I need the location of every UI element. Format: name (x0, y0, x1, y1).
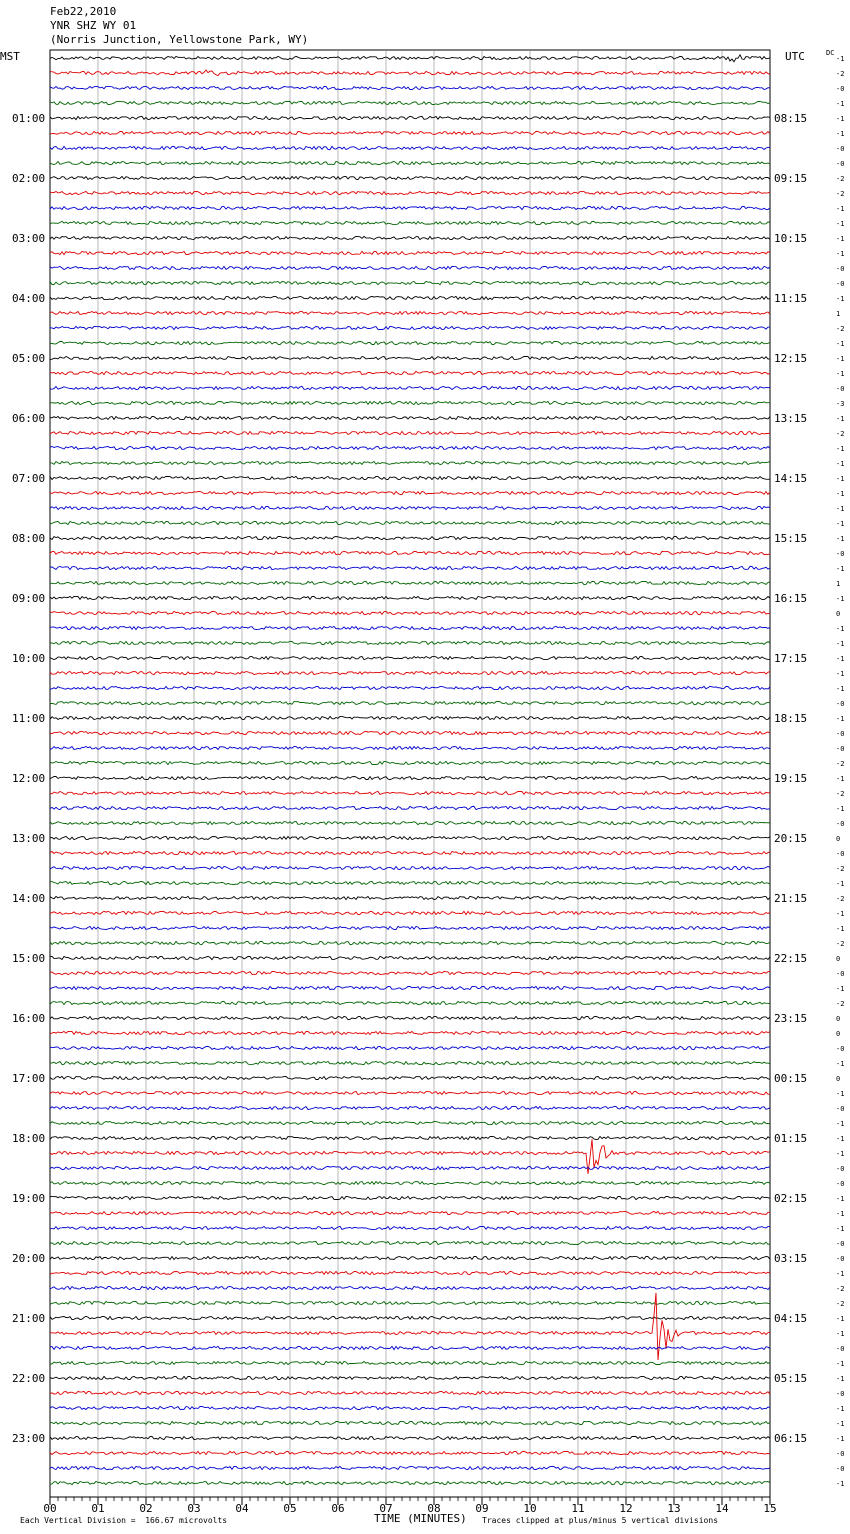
dc-offset-label: -1 (836, 655, 845, 663)
dc-offset-label: -1 (836, 1135, 845, 1143)
dc-offset-label: -2 (836, 1285, 845, 1293)
utc-hour-label: 01:15 (774, 1132, 808, 1145)
seismic-trace (50, 281, 770, 284)
dc-offset-label: -0 (836, 730, 845, 738)
dc-offset-label: 0 (836, 835, 841, 843)
dc-offset-label: -1 (836, 100, 845, 108)
footer-scale-note: Each Vertical Division = 166.67 microvolts (20, 1516, 228, 1525)
seismic-trace (50, 86, 770, 89)
utc-hour-label: 03:15 (774, 1252, 808, 1265)
utc-hour-label: 05:15 (774, 1372, 808, 1385)
dc-offset-label: -0 (836, 1255, 845, 1263)
mst-hour-label: 15:00 (12, 952, 46, 965)
dc-offset-label: -1 (836, 55, 845, 63)
dc-offset-label: -2 (836, 940, 845, 948)
utc-hour-label: 08:15 (774, 112, 808, 125)
dc-offset-label: -1 (836, 1270, 845, 1278)
seismic-trace (50, 1436, 770, 1439)
utc-hour-label: 02:15 (774, 1192, 808, 1205)
dc-offset-label: -1 (836, 415, 845, 423)
x-tick-label: 05 (283, 1502, 297, 1515)
mst-hour-label: 09:00 (12, 592, 46, 605)
seismic-trace (50, 1301, 770, 1304)
dc-offset-label: -1 (836, 805, 845, 813)
dc-offset-label: 1 (836, 580, 841, 588)
utc-hour-label: 10:15 (774, 232, 808, 245)
seismic-trace (50, 1361, 770, 1364)
mst-hour-label: 10:00 (12, 652, 46, 665)
dc-offset-label: -1 (836, 565, 845, 573)
seismic-trace (50, 1211, 770, 1214)
seismic-trace (50, 641, 770, 644)
seismic-trace (50, 566, 770, 569)
dc-offset-label: -0 (836, 145, 845, 153)
dc-offset-label: -0 (836, 550, 845, 558)
seismic-trace (50, 701, 770, 704)
dc-offset-label: -0 (836, 385, 845, 393)
mst-hour-label: 19:00 (12, 1192, 46, 1205)
mst-hour-label: 11:00 (12, 712, 46, 725)
seismic-trace (50, 311, 770, 314)
seismic-trace (50, 581, 770, 584)
seismic-trace (50, 206, 770, 209)
utc-hour-label: 15:15 (774, 532, 808, 545)
seismic-trace (50, 806, 770, 809)
seismic-trace (50, 416, 770, 419)
dc-offset-label: -0 (836, 700, 845, 708)
mst-hour-label: 06:00 (12, 412, 46, 425)
seismic-trace (50, 491, 770, 494)
dc-offset-label: 0 (836, 1015, 841, 1023)
x-tick-label: 15 (763, 1502, 777, 1515)
seismic-trace (50, 851, 770, 854)
seismic-trace (50, 986, 770, 989)
seismic-trace (50, 1481, 770, 1484)
dc-offset-label: -2 (836, 1000, 845, 1008)
x-tick-label: 12 (619, 1502, 633, 1515)
dc-offset-label: -1 (836, 925, 845, 933)
dc-offset-label: -0 (836, 1240, 845, 1248)
dc-offset-label: -2 (836, 190, 845, 198)
seismic-trace (50, 686, 770, 689)
record-date: Feb22,2010 (50, 5, 117, 18)
seismic-trace (50, 1046, 770, 1049)
dc-offset-label: -1 (836, 625, 845, 633)
seismic-trace (50, 266, 770, 269)
seismic-trace (50, 326, 770, 329)
seismic-trace (50, 536, 770, 539)
seismic-trace (50, 1016, 770, 1019)
seismic-trace (50, 1031, 770, 1034)
utc-hour-label: 06:15 (774, 1432, 808, 1445)
mst-hour-label: 13:00 (12, 832, 46, 845)
x-tick-label: 10 (523, 1502, 537, 1515)
mst-hour-label: 08:00 (12, 532, 46, 545)
seismic-trace (50, 386, 770, 389)
dc-offset-label: -1 (836, 1060, 845, 1068)
dc-offset-label: -1 (836, 475, 845, 483)
dc-offset-label: -0 (836, 85, 845, 93)
mst-hour-label: 18:00 (12, 1132, 46, 1145)
x-tick-label: 08 (427, 1502, 441, 1515)
dc-offset-label: -0 (836, 820, 845, 828)
dc-offset-label: 1 (836, 310, 841, 318)
dc-offset-label: -0 (836, 745, 845, 753)
dc-offset-label: -0 (836, 1390, 845, 1398)
seismic-trace (50, 596, 770, 599)
dc-offset-label: -0 (836, 1105, 845, 1113)
utc-hour-label: 14:15 (774, 472, 808, 485)
seismic-trace (50, 161, 770, 164)
dc-offset-label: -1 (836, 1330, 845, 1338)
dc-offset-label: -0 (836, 1450, 845, 1458)
mst-hour-label: 16:00 (12, 1012, 46, 1025)
dc-offset-label: -1 (836, 490, 845, 498)
x-tick-label: 01 (91, 1502, 105, 1515)
mst-hour-label: 23:00 (12, 1432, 46, 1445)
dc-offset-label: -0 (836, 1045, 845, 1053)
seismic-trace (50, 70, 770, 76)
mst-hour-label: 07:00 (12, 472, 46, 485)
seismic-trace (50, 1226, 770, 1229)
dc-offset-label: -1 (836, 115, 845, 123)
utc-hour-label: 22:15 (774, 952, 808, 965)
utc-hour-label: 09:15 (774, 172, 808, 185)
dc-offset-label: 0 (836, 955, 841, 963)
utc-hour-label: 16:15 (774, 592, 808, 605)
seismic-trace (50, 1466, 770, 1469)
seismic-trace (50, 131, 770, 134)
seismic-trace (50, 716, 770, 719)
dc-offset-label: -1 (836, 505, 845, 513)
seismic-trace (50, 431, 770, 434)
seismic-trace (50, 971, 770, 974)
seismic-trace (50, 191, 770, 194)
dc-offset-label: -1 (836, 1090, 845, 1098)
dc-offset-label: -2 (836, 865, 845, 873)
plot-frame (50, 50, 770, 1497)
seismic-trace (50, 1091, 770, 1094)
dc-offset-label: -0 (836, 1180, 845, 1188)
mst-hour-label: 12:00 (12, 772, 46, 785)
mst-hour-label: 20:00 (12, 1252, 46, 1265)
dc-offset-label: -0 (836, 1165, 845, 1173)
utc-hour-label: 13:15 (774, 412, 808, 425)
dc-offset-label: -1 (836, 595, 845, 603)
seismic-trace (50, 1346, 770, 1349)
utc-hour-label: 00:15 (774, 1072, 808, 1085)
dc-offset-label: -1 (836, 1405, 845, 1413)
seismic-trace (50, 1196, 770, 1199)
x-tick-label: 03 (187, 1502, 201, 1515)
seismic-trace (50, 821, 770, 824)
seismic-trace (50, 776, 770, 779)
seismic-trace (50, 176, 770, 179)
dc-offset-label: -0 (836, 280, 845, 288)
utc-hour-label: 23:15 (774, 1012, 808, 1025)
dc-offset-label: -1 (836, 640, 845, 648)
dc-offset-label: -1 (836, 1195, 845, 1203)
station-code: YNR SHZ WY 01 (50, 19, 137, 32)
dc-offset-label: -0 (836, 1465, 845, 1473)
x-tick-label: 13 (667, 1502, 681, 1515)
seismic-trace (50, 1001, 770, 1004)
seismic-trace (50, 1406, 770, 1409)
seismic-trace (50, 1286, 770, 1289)
dc-offset-label: -2 (836, 1300, 845, 1308)
dc-offset-label: -1 (836, 1210, 845, 1218)
seismic-trace (50, 656, 770, 659)
mst-hour-label: 02:00 (12, 172, 46, 185)
x-tick-label: 00 (43, 1502, 57, 1515)
dc-offset-label: -2 (836, 325, 845, 333)
dc-offset-label: -1 (836, 355, 845, 363)
dc-offset-label: -1 (836, 1120, 845, 1128)
dc-offset-label: -1 (836, 985, 845, 993)
dc-offset-label: -1 (836, 1225, 845, 1233)
seismic-trace (50, 611, 770, 614)
dc-offset-label: -2 (836, 895, 845, 903)
utc-hour-label: 18:15 (774, 712, 808, 725)
x-axis-title: TIME (MINUTES) (374, 1512, 467, 1525)
dc-label: DC (826, 49, 835, 57)
seismic-trace (50, 1121, 770, 1124)
dc-offset-label: -1 (836, 685, 845, 693)
dc-offset-label: -3 (836, 400, 845, 408)
dc-offset-label: -0 (836, 265, 845, 273)
seismic-trace (50, 956, 770, 959)
dc-offset-label: -2 (836, 790, 845, 798)
x-tick-label: 11 (571, 1502, 585, 1515)
seismic-trace (50, 911, 770, 914)
dc-offset-label: -1 (836, 1435, 845, 1443)
x-tick-label: 04 (235, 1502, 249, 1515)
dc-offset-label: -1 (836, 295, 845, 303)
seismic-trace (50, 1136, 770, 1139)
seismic-trace (50, 836, 770, 839)
dc-offset-label: -1 (836, 1150, 845, 1158)
seismic-trace (50, 551, 770, 554)
seismic-trace (50, 926, 770, 929)
seismic-trace (50, 55, 770, 62)
mst-hour-label: 22:00 (12, 1372, 46, 1385)
dc-offset-label: -2 (836, 430, 845, 438)
dc-offset-label: -2 (836, 175, 845, 183)
dc-offset-label: -1 (836, 340, 845, 348)
dc-offset-label: -1 (836, 670, 845, 678)
seismic-trace (50, 941, 770, 944)
utc-hour-label: 11:15 (774, 292, 808, 305)
seismic-trace (50, 746, 770, 749)
dc-offset-label: -2 (836, 70, 845, 78)
dc-offset-label: -1 (836, 1315, 845, 1323)
seismic-trace (50, 731, 770, 734)
seismic-trace (50, 1106, 770, 1109)
dc-offset-label: -1 (836, 130, 845, 138)
seismic-trace (50, 791, 770, 794)
x-tick-label: 09 (475, 1502, 489, 1515)
seismic-trace (50, 1451, 770, 1454)
dc-offset-label: -2 (836, 760, 845, 768)
dc-offset-label: -1 (836, 1360, 845, 1368)
dc-offset-label: -1 (836, 370, 845, 378)
dc-offset-label: -1 (836, 460, 845, 468)
dc-offset-label: -1 (836, 535, 845, 543)
seismic-trace (50, 1061, 770, 1064)
mst-hour-label: 01:00 (12, 112, 46, 125)
seismic-trace (50, 1166, 770, 1169)
mst-hour-label: 17:00 (12, 1072, 46, 1085)
mst-hour-label: 04:00 (12, 292, 46, 305)
dc-offset-label: -1 (836, 250, 845, 258)
seismic-trace (50, 1241, 770, 1244)
x-tick-label: 02 (139, 1502, 153, 1515)
seismic-trace (50, 1139, 770, 1174)
dc-offset-label: 0 (836, 610, 841, 618)
seismic-trace (50, 761, 770, 764)
dc-offset-label: -1 (836, 220, 845, 228)
dc-offset-label: 0 (836, 1030, 841, 1038)
x-tick-label: 14 (715, 1502, 729, 1515)
left-timezone-label: MST (0, 50, 20, 63)
mst-hour-label: 14:00 (12, 892, 46, 905)
seismic-trace (50, 221, 770, 224)
x-tick-label: 07 (379, 1502, 393, 1515)
seismic-trace (50, 341, 770, 344)
utc-hour-label: 19:15 (774, 772, 808, 785)
x-tick-label: 06 (331, 1502, 345, 1515)
footer-clip-note: Traces clipped at plus/minus 5 vertical divisions (482, 1516, 719, 1525)
seismic-trace (50, 371, 770, 374)
dc-offset-label: -0 (836, 850, 845, 858)
seismic-trace (50, 296, 770, 299)
mst-hour-label: 03:00 (12, 232, 46, 245)
dc-offset-label: -0 (836, 160, 845, 168)
seismic-trace (50, 1421, 770, 1424)
dc-offset-label: -1 (836, 235, 845, 243)
seismic-trace (50, 476, 770, 479)
seismic-trace (50, 1076, 770, 1079)
seismic-trace (50, 401, 770, 404)
seismic-trace (50, 1391, 770, 1394)
dc-offset-label: -0 (836, 1345, 845, 1353)
dc-offset-label: -1 (836, 910, 845, 918)
seismic-trace (50, 1256, 770, 1259)
seismic-trace (50, 1271, 770, 1274)
dc-offset-label: -1 (836, 520, 845, 528)
seismic-trace (50, 146, 770, 149)
seismic-trace (50, 446, 770, 449)
seismic-trace (50, 626, 770, 629)
seismic-trace (50, 251, 770, 254)
seismic-trace (50, 1376, 770, 1379)
dc-offset-label: 0 (836, 1075, 841, 1083)
dc-offset-label: -1 (836, 715, 845, 723)
station-location: (Norris Junction, Yellowstone Park, WY) (50, 33, 309, 46)
mst-hour-label: 05:00 (12, 352, 46, 365)
seismic-trace (50, 101, 770, 104)
seismic-trace (50, 866, 770, 869)
seismic-trace (50, 671, 770, 674)
seismic-trace (50, 236, 770, 239)
utc-hour-label: 12:15 (774, 352, 808, 365)
dc-offset-label: -1 (836, 880, 845, 888)
dc-offset-label: -1 (836, 205, 845, 213)
dc-offset-label: -1 (836, 1480, 845, 1488)
utc-hour-label: 17:15 (774, 652, 808, 665)
dc-offset-label: -0 (836, 970, 845, 978)
seismic-trace (50, 1316, 770, 1319)
seismic-trace (50, 461, 770, 464)
dc-offset-label: -1 (836, 775, 845, 783)
dc-offset-label: -1 (836, 1375, 845, 1383)
seismic-trace (50, 356, 770, 359)
utc-hour-label: 21:15 (774, 892, 808, 905)
mst-hour-label: 21:00 (12, 1312, 46, 1325)
seismic-trace (50, 896, 770, 899)
seismic-trace (50, 521, 770, 524)
dc-offset-label: -1 (836, 445, 845, 453)
dc-offset-label: -1 (836, 1420, 845, 1428)
utc-hour-label: 04:15 (774, 1312, 808, 1325)
seismic-trace (50, 116, 770, 119)
seismic-trace (50, 881, 770, 884)
right-timezone-label: UTC (785, 50, 805, 63)
seismic-trace (50, 1181, 770, 1184)
utc-hour-label: 20:15 (774, 832, 808, 845)
seismic-trace (50, 506, 770, 509)
